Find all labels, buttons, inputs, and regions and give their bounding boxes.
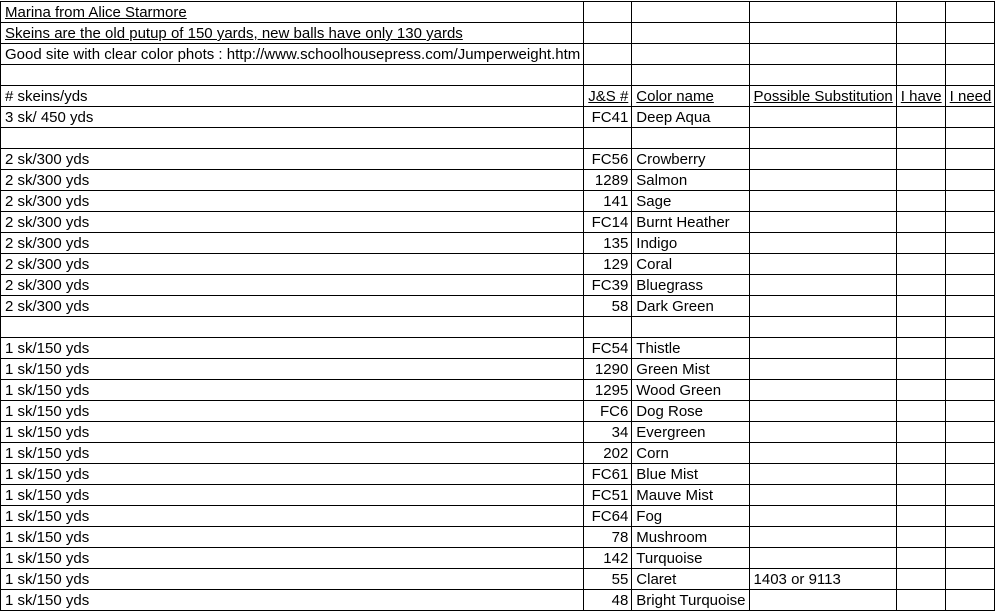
substitution-cell[interactable] <box>749 401 896 422</box>
i-have-cell[interactable] <box>896 233 945 254</box>
js-number-cell[interactable]: 202 <box>584 443 632 464</box>
i-have-cell[interactable] <box>896 317 945 338</box>
color-name-cell[interactable]: Fog <box>632 506 749 527</box>
skeins-cell[interactable]: 3 sk/ 450 yds <box>1 107 584 128</box>
substitution-cell[interactable]: 1403 or 9113 <box>749 569 896 590</box>
i-need-cell[interactable] <box>945 128 995 149</box>
table-row <box>1 422 995 443</box>
js-number-cell[interactable]: 48 <box>584 590 632 611</box>
js-number-cell[interactable]: FC61 <box>584 464 632 485</box>
color-name-cell[interactable]: Sage <box>632 191 749 212</box>
color-name-cell[interactable]: Blue Mist <box>632 464 749 485</box>
i-need-cell[interactable] <box>945 254 995 275</box>
table-row <box>1 128 995 149</box>
empty-cell[interactable] <box>749 44 896 65</box>
header-js-number[interactable]: J&S # <box>584 86 632 107</box>
empty-cell[interactable] <box>584 65 632 86</box>
color-name-cell[interactable]: Turquoise <box>632 548 749 569</box>
skeins-cell[interactable]: 2 sk/300 yds <box>1 233 584 254</box>
title-cell[interactable]: Marina from Alice Starmore <box>1 2 584 23</box>
note-row <box>1 23 995 44</box>
table-row <box>1 548 995 569</box>
i-have-cell[interactable] <box>896 380 945 401</box>
color-name-cell[interactable]: Bright Turquoise <box>632 590 749 611</box>
table-row <box>1 527 995 548</box>
i-need-cell[interactable] <box>945 212 995 233</box>
skeins-cell[interactable]: 1 sk/150 yds <box>1 464 584 485</box>
substitution-cell[interactable] <box>749 443 896 464</box>
color-name-cell[interactable]: Burnt Heather <box>632 212 749 233</box>
table-row <box>1 506 995 527</box>
skeins-cell[interactable]: 2 sk/300 yds <box>1 170 584 191</box>
i-have-cell[interactable] <box>896 590 945 611</box>
substitution-cell[interactable] <box>749 380 896 401</box>
table-row <box>1 170 995 191</box>
i-have-cell[interactable] <box>896 443 945 464</box>
i-need-cell[interactable] <box>945 527 995 548</box>
js-number-cell[interactable]: 135 <box>584 233 632 254</box>
js-number-cell[interactable]: 129 <box>584 254 632 275</box>
color-name-cell[interactable]: Evergreen <box>632 422 749 443</box>
note-cell[interactable]: Skeins are the old putup of 150 yards, new balls have only 130 yards <box>1 23 584 44</box>
table-row <box>1 212 995 233</box>
skeins-cell[interactable]: 1 sk/150 yds <box>1 338 584 359</box>
color-name-cell[interactable]: Thistle <box>632 338 749 359</box>
js-number-cell[interactable] <box>584 317 632 338</box>
js-number-cell[interactable] <box>584 128 632 149</box>
i-need-cell[interactable] <box>945 464 995 485</box>
color-name-cell[interactable]: Bluegrass <box>632 275 749 296</box>
substitution-cell[interactable] <box>749 359 896 380</box>
empty-cell[interactable] <box>749 2 896 23</box>
js-number-cell[interactable]: FC41 <box>584 107 632 128</box>
i-need-cell[interactable] <box>945 149 995 170</box>
empty-cell[interactable] <box>1 65 584 86</box>
js-number-cell[interactable]: FC51 <box>584 485 632 506</box>
i-have-cell[interactable] <box>896 464 945 485</box>
color-name-cell[interactable]: Claret <box>632 569 749 590</box>
substitution-cell[interactable] <box>749 527 896 548</box>
i-have-cell[interactable] <box>896 170 945 191</box>
color-name-cell[interactable]: Green Mist <box>632 359 749 380</box>
skeins-cell[interactable]: 1 sk/150 yds <box>1 422 584 443</box>
i-have-cell[interactable] <box>896 527 945 548</box>
substitution-cell[interactable] <box>749 422 896 443</box>
i-need-cell[interactable] <box>945 275 995 296</box>
header-skeins[interactable]: # skeins/yds <box>1 86 584 107</box>
i-have-cell[interactable] <box>896 128 945 149</box>
color-name-cell[interactable]: Wood Green <box>632 380 749 401</box>
header-row <box>1 86 995 107</box>
color-name-cell[interactable]: Deep Aqua <box>632 107 749 128</box>
table-row <box>1 380 995 401</box>
color-name-cell[interactable]: Mushroom <box>632 527 749 548</box>
js-number-cell[interactable]: FC39 <box>584 275 632 296</box>
color-name-cell[interactable]: Mauve Mist <box>632 485 749 506</box>
skeins-cell[interactable]: 1 sk/150 yds <box>1 569 584 590</box>
substitution-cell[interactable] <box>749 212 896 233</box>
header-i-need[interactable]: I need <box>945 86 995 107</box>
empty-cell[interactable] <box>896 44 945 65</box>
skeins-cell[interactable]: 2 sk/300 yds <box>1 296 584 317</box>
substitution-cell[interactable] <box>749 296 896 317</box>
color-name-cell[interactable]: Dark Green <box>632 296 749 317</box>
blank-row <box>1 65 995 86</box>
i-need-cell[interactable] <box>945 338 995 359</box>
skeins-cell[interactable]: 2 sk/300 yds <box>1 212 584 233</box>
table-row <box>1 107 995 128</box>
i-have-cell[interactable] <box>896 548 945 569</box>
empty-cell[interactable] <box>584 2 632 23</box>
spreadsheet-body <box>1 2 995 611</box>
spreadsheet-table <box>0 1 995 611</box>
js-number-cell[interactable]: 142 <box>584 548 632 569</box>
header-i-have[interactable]: I have <box>896 86 945 107</box>
skeins-cell[interactable]: 1 sk/150 yds <box>1 548 584 569</box>
empty-cell[interactable] <box>896 23 945 44</box>
substitution-cell[interactable] <box>749 590 896 611</box>
empty-cell[interactable] <box>945 23 995 44</box>
color-name-cell[interactable]: Coral <box>632 254 749 275</box>
i-have-cell[interactable] <box>896 401 945 422</box>
i-need-cell[interactable] <box>945 485 995 506</box>
js-number-cell[interactable]: FC64 <box>584 506 632 527</box>
substitution-cell[interactable] <box>749 548 896 569</box>
i-need-cell[interactable] <box>945 590 995 611</box>
i-have-cell[interactable] <box>896 506 945 527</box>
empty-cell[interactable] <box>945 2 995 23</box>
empty-cell[interactable] <box>749 23 896 44</box>
substitution-cell[interactable] <box>749 107 896 128</box>
i-have-cell[interactable] <box>896 485 945 506</box>
js-number-cell[interactable]: FC6 <box>584 401 632 422</box>
table-row <box>1 590 995 611</box>
skeins-cell[interactable]: 2 sk/300 yds <box>1 254 584 275</box>
js-number-cell[interactable]: 1295 <box>584 380 632 401</box>
header-substitution[interactable]: Possible Substitution <box>749 86 896 107</box>
header-color-name[interactable]: Color name <box>632 86 749 107</box>
empty-cell[interactable] <box>749 65 896 86</box>
i-have-cell[interactable] <box>896 212 945 233</box>
i-need-cell[interactable] <box>945 422 995 443</box>
empty-cell[interactable] <box>584 44 632 65</box>
table-row <box>1 275 995 296</box>
table-row <box>1 401 995 422</box>
substitution-cell[interactable] <box>749 128 896 149</box>
i-have-cell[interactable] <box>896 275 945 296</box>
skeins-cell[interactable]: 2 sk/300 yds <box>1 275 584 296</box>
js-number-cell[interactable]: 141 <box>584 191 632 212</box>
table-row <box>1 191 995 212</box>
skeins-cell[interactable] <box>1 128 584 149</box>
link-row <box>1 44 995 65</box>
i-have-cell[interactable] <box>896 107 945 128</box>
skeins-cell[interactable]: 2 sk/300 yds <box>1 191 584 212</box>
empty-cell[interactable] <box>632 23 749 44</box>
i-need-cell[interactable] <box>945 191 995 212</box>
skeins-cell[interactable]: 1 sk/150 yds <box>1 359 584 380</box>
substitution-cell[interactable] <box>749 485 896 506</box>
js-number-cell[interactable]: 58 <box>584 296 632 317</box>
js-number-cell[interactable]: 1289 <box>584 170 632 191</box>
i-need-cell[interactable] <box>945 317 995 338</box>
i-have-cell[interactable] <box>896 569 945 590</box>
js-number-cell[interactable]: FC56 <box>584 149 632 170</box>
title-row <box>1 2 995 23</box>
substitution-cell[interactable] <box>749 506 896 527</box>
i-need-cell[interactable] <box>945 296 995 317</box>
skeins-cell[interactable]: 1 sk/150 yds <box>1 527 584 548</box>
empty-cell[interactable] <box>632 44 749 65</box>
color-name-cell[interactable]: Crowberry <box>632 149 749 170</box>
skeins-cell[interactable]: 1 sk/150 yds <box>1 506 584 527</box>
substitution-cell[interactable] <box>749 191 896 212</box>
color-name-cell[interactable]: Dog Rose <box>632 401 749 422</box>
empty-cell[interactable] <box>632 2 749 23</box>
i-have-cell[interactable] <box>896 254 945 275</box>
js-number-cell[interactable]: 1290 <box>584 359 632 380</box>
i-have-cell[interactable] <box>896 338 945 359</box>
link-note-cell[interactable]: Good site with clear color phots : http://www.schoolhousepress.com/Jumperweight.htm <box>1 44 584 65</box>
empty-cell[interactable] <box>632 65 749 86</box>
substitution-cell[interactable] <box>749 338 896 359</box>
substitution-cell[interactable] <box>749 254 896 275</box>
skeins-cell[interactable]: 2 sk/300 yds <box>1 149 584 170</box>
table-row <box>1 233 995 254</box>
i-need-cell[interactable] <box>945 569 995 590</box>
js-number-cell[interactable]: FC54 <box>584 338 632 359</box>
i-need-cell[interactable] <box>945 359 995 380</box>
skeins-cell[interactable]: 1 sk/150 yds <box>1 380 584 401</box>
substitution-cell[interactable] <box>749 317 896 338</box>
color-name-cell[interactable]: Indigo <box>632 233 749 254</box>
i-need-cell[interactable] <box>945 506 995 527</box>
table-row <box>1 443 995 464</box>
substitution-cell[interactable] <box>749 275 896 296</box>
i-have-cell[interactable] <box>896 149 945 170</box>
table-row <box>1 485 995 506</box>
color-name-cell[interactable]: Salmon <box>632 170 749 191</box>
i-have-cell[interactable] <box>896 359 945 380</box>
table-row <box>1 149 995 170</box>
empty-cell[interactable] <box>896 2 945 23</box>
table-row <box>1 254 995 275</box>
empty-cell[interactable] <box>896 65 945 86</box>
color-name-cell[interactable] <box>632 128 749 149</box>
table-row <box>1 569 995 590</box>
table-row <box>1 317 995 338</box>
substitution-cell[interactable] <box>749 464 896 485</box>
substitution-cell[interactable] <box>749 233 896 254</box>
i-need-cell[interactable] <box>945 548 995 569</box>
i-need-cell[interactable] <box>945 380 995 401</box>
table-row <box>1 338 995 359</box>
i-need-cell[interactable] <box>945 170 995 191</box>
skeins-cell[interactable]: 1 sk/150 yds <box>1 401 584 422</box>
table-row <box>1 359 995 380</box>
i-need-cell[interactable] <box>945 233 995 254</box>
js-number-cell[interactable]: 55 <box>584 569 632 590</box>
substitution-cell[interactable] <box>749 149 896 170</box>
skeins-cell[interactable]: 1 sk/150 yds <box>1 485 584 506</box>
substitution-cell[interactable] <box>749 170 896 191</box>
empty-cell[interactable] <box>945 65 995 86</box>
js-number-cell[interactable]: 78 <box>584 527 632 548</box>
skeins-cell[interactable] <box>1 317 584 338</box>
color-name-cell[interactable]: Corn <box>632 443 749 464</box>
i-need-cell[interactable] <box>945 107 995 128</box>
i-need-cell[interactable] <box>945 401 995 422</box>
js-number-cell[interactable]: 34 <box>584 422 632 443</box>
i-need-cell[interactable] <box>945 443 995 464</box>
js-number-cell[interactable]: FC14 <box>584 212 632 233</box>
skeins-cell[interactable]: 1 sk/150 yds <box>1 590 584 611</box>
i-have-cell[interactable] <box>896 296 945 317</box>
skeins-cell[interactable]: 1 sk/150 yds <box>1 443 584 464</box>
empty-cell[interactable] <box>584 23 632 44</box>
color-name-cell[interactable] <box>632 317 749 338</box>
i-have-cell[interactable] <box>896 422 945 443</box>
table-row <box>1 464 995 485</box>
table-row <box>1 296 995 317</box>
i-have-cell[interactable] <box>896 191 945 212</box>
empty-cell[interactable] <box>945 44 995 65</box>
